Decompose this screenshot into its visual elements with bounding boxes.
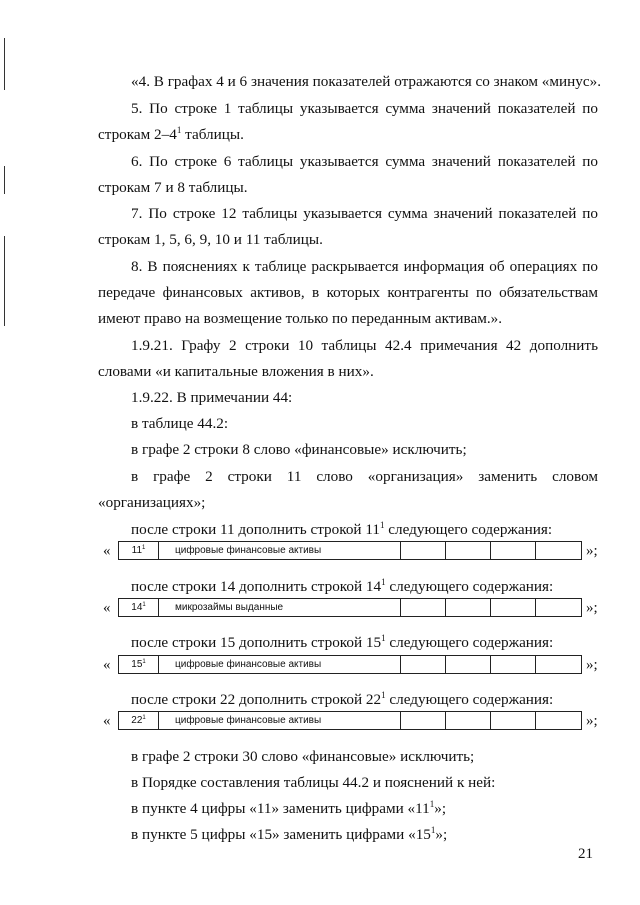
row-name-cell: микрозаймы выданные — [159, 599, 401, 616]
paragraph-7-line-1: 7. По строке 12 таблицы указывается сумма значений показателей по — [131, 205, 598, 222]
open-quote: « — [103, 543, 111, 559]
paragraph-6-line-2: строкам 7 и 8 таблицы. — [98, 179, 248, 196]
paragraph-6-line-1: 6. По строке 6 таблицы указывается сумма значений показателей по — [131, 153, 598, 170]
value-cell — [401, 712, 446, 729]
insert-row-11 — [103, 541, 600, 563]
text-span: следующего содержания: — [385, 578, 554, 595]
value-cell — [446, 712, 491, 729]
insert-row-15 — [103, 655, 600, 677]
insert-intro-15 — [131, 634, 598, 652]
paragraph-8-line-1: 8. В пояснениях к таблице раскрывается информация об операциях по — [131, 258, 598, 275]
text-span: после строки 14 дополнить строкой 14 — [131, 578, 382, 595]
text-span: следующего содержания: — [384, 521, 553, 538]
paragraph-8-line-3: имеют право на возмещение только по переданным активам.». — [98, 310, 503, 327]
text-span: в пункте 5 цифры «15» заменить цифрами «15 — [131, 826, 431, 843]
text-span: »; — [434, 800, 447, 817]
value-cell — [401, 599, 446, 616]
point-4-instruction — [131, 800, 598, 818]
superscript: 1 — [381, 690, 386, 700]
superscript: 1 — [142, 602, 146, 608]
open-quote: « — [103, 713, 111, 729]
table-442-heading: в таблице 44.2: — [131, 415, 229, 432]
text-span: после строки 11 дополнить строкой 11 — [131, 521, 380, 538]
paragraph-8-line-2: передаче финансовых активов, в которых контрагенты по обязательствам — [98, 284, 598, 301]
text-span: после строки 22 дополнить строкой 22 — [131, 691, 382, 708]
paragraph-1921-line-2: словами «и капитальные вложения в них». — [98, 363, 374, 380]
superscript: 1 — [430, 825, 436, 835]
text-span: строкам 2–4 — [98, 126, 177, 143]
table-row — [118, 655, 582, 674]
paragraph-5-line-2 — [98, 126, 598, 144]
value-cell — [491, 542, 536, 559]
page-number: 21 — [578, 846, 593, 862]
point-5-instruction — [131, 826, 598, 844]
value-cell — [446, 599, 491, 616]
value-cell — [536, 656, 581, 673]
close-quote: »; — [586, 600, 598, 616]
superscript: 1 — [142, 715, 146, 721]
table-row — [118, 598, 582, 617]
close-quote: »; — [586, 657, 598, 673]
value-cell — [536, 599, 581, 616]
row-number-cell — [119, 656, 159, 673]
value-cell — [491, 656, 536, 673]
value-cell — [401, 656, 446, 673]
table-row — [118, 541, 582, 560]
paragraph-7-line-2: строкам 1, 5, 6, 9, 10 и 11 таблицы. — [98, 231, 323, 248]
text-span: »; — [435, 826, 448, 843]
value-cell — [536, 542, 581, 559]
left-margin-rule — [4, 38, 5, 90]
value-cell — [446, 656, 491, 673]
insert-intro-22 — [131, 691, 598, 709]
column2-row30-instruction: в графе 2 строки 30 слово «финансовые» исключить; — [131, 748, 475, 765]
insert-intro-14 — [131, 578, 598, 596]
paragraph-4: «4. В графах 4 и 6 значения показателей отражаются со знаком «минус». — [131, 73, 601, 90]
text-span: в пункте 4 цифры «11» заменить цифрами «11 — [131, 800, 430, 817]
row-number-cell — [119, 542, 159, 559]
row-name-cell: цифровые финансовые активы — [159, 542, 401, 559]
superscript: 1 — [379, 520, 385, 530]
column2-row11-instruction-line-1: в графе 2 строки 11 слово «организация» заменить словом — [131, 468, 598, 485]
close-quote: »; — [586, 543, 598, 559]
row-number-cell — [119, 712, 159, 729]
table-row — [118, 711, 582, 730]
left-margin-rule — [4, 166, 5, 194]
row-number: 14 — [131, 602, 143, 613]
superscript: 1 — [381, 633, 386, 643]
row-number: 22 — [131, 715, 143, 726]
text-span: таблицы. — [181, 126, 244, 143]
row-number: 11 — [131, 545, 143, 556]
insert-intro-11 — [131, 521, 598, 539]
paragraph-1922: 1.9.22. В примечании 44: — [131, 389, 293, 406]
row-number: 15 — [131, 659, 143, 670]
column2-row8-instruction: в графе 2 строки 8 слово «финансовые» исключить; — [131, 441, 467, 458]
row-number-cell — [119, 599, 159, 616]
text-span: следующего содержания: — [385, 634, 554, 651]
column2-row11-instruction-line-2: «организациях»; — [98, 494, 206, 511]
paragraph-1921-line-1: 1.9.21. Графу 2 строки 10 таблицы 42.4 примечания 42 дополнить — [131, 337, 598, 354]
text-span: следующего содержания: — [385, 691, 554, 708]
paragraph-5-line-1: 5. По строке 1 таблицы указывается сумма значений показателей по — [131, 100, 598, 117]
value-cell — [491, 712, 536, 729]
value-cell — [401, 542, 446, 559]
left-margin-rule — [4, 236, 5, 326]
superscript: 1 — [142, 659, 146, 665]
superscript: 1 — [176, 125, 182, 135]
open-quote: « — [103, 657, 111, 673]
value-cell — [536, 712, 581, 729]
text-span: после строки 15 дополнить строкой 15 — [131, 634, 382, 651]
order-heading: в Порядке составления таблицы 44.2 и пояснений к ней: — [131, 774, 496, 791]
superscript: 1 — [381, 577, 386, 587]
value-cell — [446, 542, 491, 559]
superscript: 1 — [429, 799, 435, 809]
superscript: 1 — [142, 545, 146, 551]
row-name-cell: цифровые финансовые активы — [159, 712, 401, 729]
row-name-cell: цифровые финансовые активы — [159, 656, 401, 673]
insert-row-14 — [103, 598, 600, 620]
open-quote: « — [103, 600, 111, 616]
close-quote: »; — [586, 713, 598, 729]
insert-row-22 — [103, 711, 600, 733]
value-cell — [491, 599, 536, 616]
